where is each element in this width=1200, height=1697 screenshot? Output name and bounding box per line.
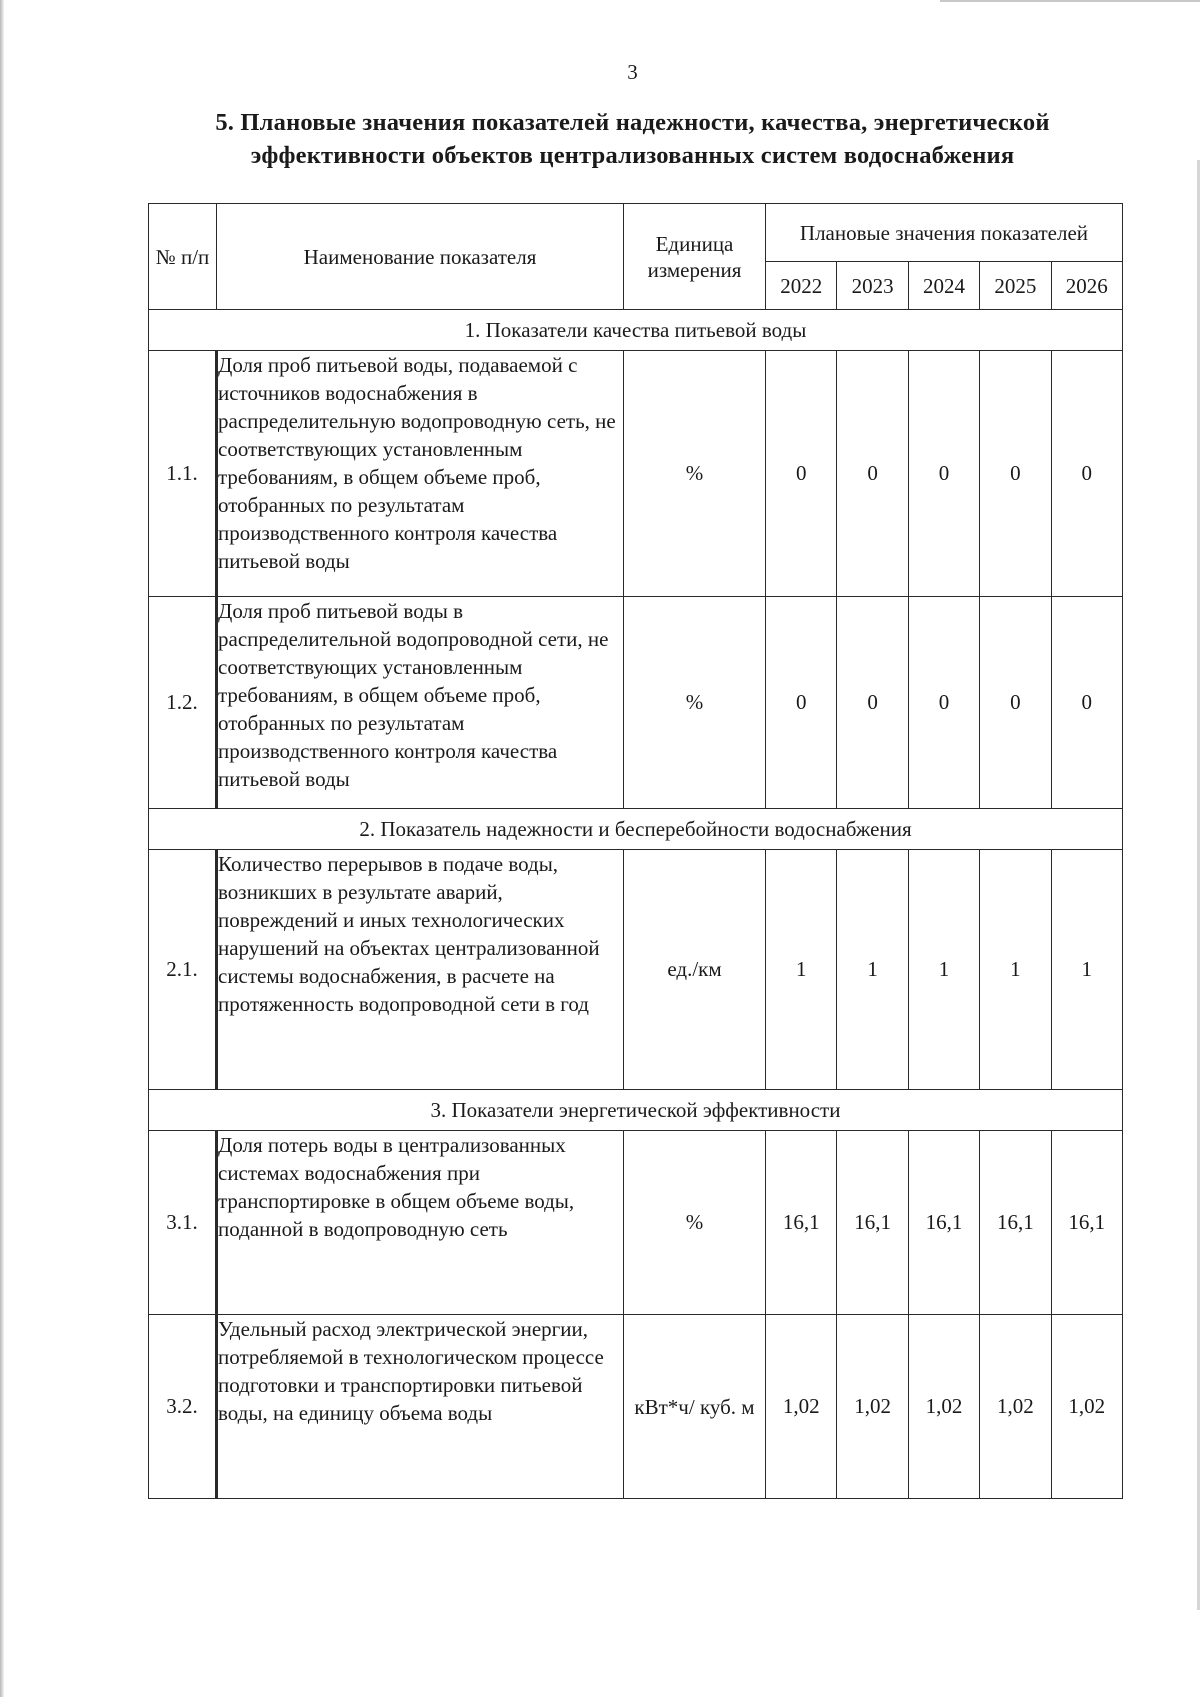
header-name: Наименование показателя	[217, 204, 624, 310]
value-cell: 1,02	[837, 1315, 908, 1499]
header-plan-values: Плановые значения показателей	[766, 204, 1123, 262]
value-cell: 1	[908, 850, 979, 1090]
row-number: 3.2.	[149, 1315, 217, 1499]
section-row	[149, 809, 1123, 850]
value-cell: 1,02	[1051, 1315, 1122, 1499]
value-cell: 1	[766, 850, 837, 1090]
table-row	[149, 850, 1123, 1090]
value-cell: 0	[980, 351, 1051, 597]
table-row	[149, 351, 1123, 597]
value-cell: 16,1	[980, 1131, 1051, 1315]
title-line-1: 5. Плановые значения показателей надежности, качества, энергетической	[215, 109, 1050, 136]
value-cell: 1	[1051, 850, 1122, 1090]
indicator-name: Количество перерывов в подаче воды, возникших в результате аварий, повреждений и иных технологических нарушений на объектах централизованной системы водоснабжения, в расчете на протяженность водопроводной сети в год	[217, 850, 624, 1090]
indicator-name: Доля проб питьевой воды в распределительной водопроводной сети, не соответствующих установленным требованиям, в общем объеме проб, отобранных по результатам производственного контроля качества питьевой воды	[217, 597, 624, 809]
section-title: 2. Показатель надежности и бесперебойности водоснабжения	[149, 809, 1123, 850]
header-year: 2023	[837, 262, 908, 310]
header-year: 2025	[980, 262, 1051, 310]
page-number: 3	[627, 60, 638, 84]
indicators-table	[148, 203, 1123, 1499]
value-cell: 0	[908, 351, 979, 597]
indicator-unit: %	[624, 597, 766, 809]
value-cell: 0	[1051, 597, 1122, 809]
value-cell: 1,02	[980, 1315, 1051, 1499]
value-cell: 16,1	[1051, 1131, 1122, 1315]
row-number: 1.2.	[149, 597, 217, 809]
value-cell: 1,02	[766, 1315, 837, 1499]
value-cell: 16,1	[837, 1131, 908, 1315]
value-cell: 1	[980, 850, 1051, 1090]
header-unit: Единица измерения	[624, 204, 766, 310]
indicator-name: Доля потерь воды в централизованных системах водоснабжения при транспортировке в общем объеме воды, поданной в водопроводную сеть	[217, 1131, 624, 1315]
section-title: 3. Показатели энергетической эффективности	[149, 1090, 1123, 1131]
header-year: 2026	[1051, 262, 1122, 310]
header-year: 2024	[908, 262, 979, 310]
value-cell: 1	[837, 850, 908, 1090]
table-body	[149, 310, 1123, 1499]
scan-edge-top	[940, 0, 1200, 2]
value-cell: 0	[1051, 351, 1122, 597]
header-year: 2022	[766, 262, 837, 310]
indicator-unit: кВт*ч/ куб. м	[624, 1315, 766, 1499]
value-cell: 16,1	[766, 1131, 837, 1315]
section-title: 1. Показатели качества питьевой воды	[149, 310, 1123, 351]
header-num: № п/п	[149, 204, 217, 310]
value-cell: 0	[908, 597, 979, 809]
row-number: 1.1.	[149, 351, 217, 597]
row-number: 2.1.	[149, 850, 217, 1090]
table-row	[149, 1315, 1123, 1499]
indicator-unit: %	[624, 1131, 766, 1315]
indicator-unit: %	[624, 351, 766, 597]
table-row	[149, 1131, 1123, 1315]
value-cell: 0	[837, 351, 908, 597]
table-header	[149, 204, 1123, 310]
document-title	[140, 106, 1125, 172]
value-cell: 16,1	[908, 1131, 979, 1315]
scan-edge-left	[0, 0, 4, 1697]
value-cell: 1,02	[908, 1315, 979, 1499]
indicator-name: Доля проб питьевой воды, подаваемой с источников водоснабжения в распределительную водопроводную сеть, не соответствующих установленным требованиям, в общем объеме проб, отобранных по результатам производственного контроля качества питьевой воды	[217, 351, 624, 597]
indicator-name: Удельный расход электрической энергии, потребляемой в технологическом процессе подготовки и транспортировки питьевой воды, на единицу объема воды	[217, 1315, 624, 1499]
section-row	[149, 1090, 1123, 1131]
section-row	[149, 310, 1123, 351]
title-line-2: эффективности объектов централизованных систем водоснабжения	[250, 142, 1015, 169]
value-cell: 0	[837, 597, 908, 809]
value-cell: 0	[766, 597, 837, 809]
table-row	[149, 597, 1123, 809]
row-number: 3.1.	[149, 1131, 217, 1315]
value-cell: 0	[766, 351, 837, 597]
value-cell: 0	[980, 597, 1051, 809]
indicator-unit: ед./км	[624, 850, 766, 1090]
